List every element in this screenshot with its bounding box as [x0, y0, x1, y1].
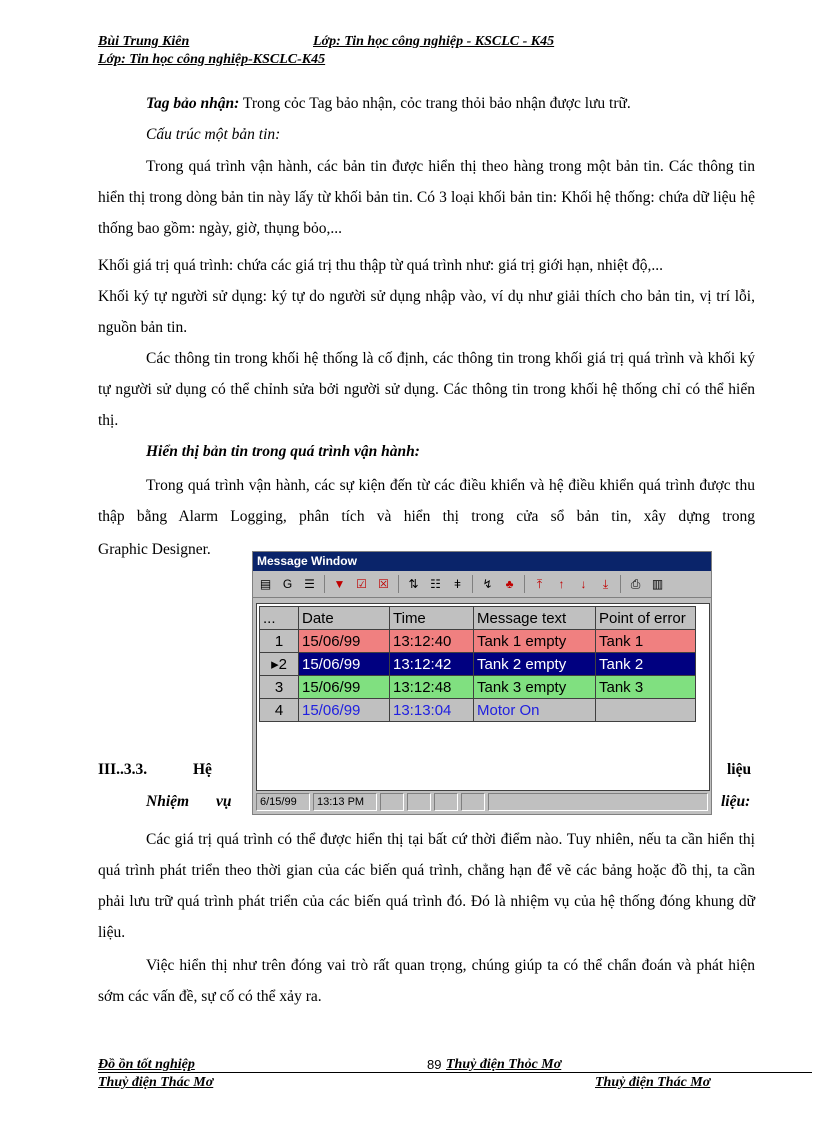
acknowledge-icon[interactable]: ☑ [356, 577, 367, 591]
toolbar-separator [620, 575, 621, 593]
next-icon[interactable]: ↓ [580, 577, 587, 591]
message-grid [256, 603, 710, 791]
status-pane [434, 793, 458, 811]
section-title-start: Hệ [193, 761, 212, 778]
paragraph-diagnosis: Việc hiển thị như trên đóng vai trò rất quan trọng, chúng giúp ta có thể chẩn đoán và phát hiện sớm các vấn đề, sự cố có thể xảy ra. [98, 957, 755, 1005]
toolbar-separator [324, 575, 325, 593]
status-bar [256, 793, 708, 811]
task-heading-word: vụ [216, 793, 232, 810]
cell-date: 15/06/99 [299, 630, 390, 653]
footer-thesis: Đồ ồn tốt nghiệp [98, 1057, 195, 1072]
cell-message: Tank 1 empty [474, 630, 596, 653]
message-window-toolbar [253, 571, 711, 598]
cell-date: 15/06/99 [299, 676, 390, 699]
status-pane [461, 793, 485, 811]
list-icon[interactable]: ☰ [304, 577, 315, 591]
table-row[interactable] [260, 676, 696, 699]
table-row[interactable] [260, 630, 696, 653]
paragraph-runtime: Trong quá trình vận hành, các sự kiện đến từ các điều khiển và hệ điều khiển quá trình được thu thập bằng Alarm Logging, phân tích và hiển thị trong cửa sổ bản tin, xây dựng trong [98, 477, 755, 525]
status-pane [488, 793, 708, 811]
cell-message: Tank 3 empty [474, 676, 596, 699]
footer-project-left: Thuỷ điện Thác Mơ [98, 1075, 214, 1090]
table-header-row [260, 607, 696, 630]
paragraph-structure: Trong quá trình vận hành, các bản tin được hiển thị theo hàng trong một bản tin. Các thông tin hiển thị trong dòng bản tin này lấy từ khối bản tin. Có 3 loại khối bản tin: Khối hệ thống: chứa dữ liệu hệ thống bao gồm: ngày, giờ, thụng bỏo,... [98, 158, 755, 237]
page-number: 89 [427, 1057, 442, 1072]
paragraph-process-block: Khối giá trị quá trình: chứa các giá trị thu thập từ quá trình như: giá trị giới hạn, nhiệt độ,... [98, 257, 664, 274]
class-line-2: Lớp: Tin học công nghiệp-KSCLC-K45 [98, 52, 326, 67]
cell-date: 15/06/99 [299, 699, 390, 722]
table-row-selected[interactable] [260, 653, 696, 676]
toolbar-separator [398, 575, 399, 593]
message-window [252, 551, 712, 815]
column-header-index[interactable]: ... [260, 607, 299, 630]
row-number: 4 [260, 699, 299, 722]
lock-icon[interactable]: ↯ [482, 577, 493, 591]
cell-time: 13:12:48 [390, 676, 474, 699]
tag-term: Tag bảo nhận: [146, 95, 240, 112]
properties-icon[interactable]: ☷ [430, 577, 441, 591]
row-number: 3 [260, 676, 299, 699]
print-icon[interactable]: ⎙ [630, 577, 641, 591]
author-name: Bùi Trung Kiên [98, 34, 190, 49]
column-header-date[interactable]: Date [299, 607, 390, 630]
heading-display: Hiển thị bản tin trong quá trình vận hành: [146, 443, 420, 460]
row-number-text: 2 [278, 656, 287, 673]
status-pane [407, 793, 431, 811]
task-heading-start: Nhiệm [146, 793, 190, 810]
paragraph-fixed-info: Các thông tin trong khối hệ thống là cố định, các thông tin trong khối giá trị quá trình và khối ký tự người sử dụng có thể chỉnh sửa bởi người sử dụng. Các thông tin trong khối hệ thống chỉ có thể hiển thị. [98, 350, 755, 429]
footer-rule [98, 1072, 812, 1073]
column-header-point[interactable]: Point of error [596, 607, 696, 630]
class-line-1: Lớp: Tin học công nghiệp - KSCLC - K45 [313, 34, 555, 49]
status-date: 6/15/99 [256, 793, 310, 811]
paragraph-user-block: Khối ký tự người sử dụng: ký tự do người sử dụng nhập vào, ví dụ như giải thích cho bản tin, vị trí lỗi, nguồn bản tin. [98, 288, 755, 336]
cell-time: 13:13:04 [390, 699, 474, 722]
first-icon[interactable]: ⤒ [536, 577, 543, 591]
footer-project-right: Thuỷ điện Thác Mơ [595, 1075, 711, 1090]
refresh-icon[interactable]: G [282, 577, 293, 591]
status-time: 13:13 PM [313, 793, 377, 811]
cell-point [596, 699, 696, 722]
column-header-time[interactable]: Time [390, 607, 474, 630]
document-icon[interactable]: ▤ [259, 577, 272, 591]
cell-message: Tank 2 empty [474, 653, 596, 676]
sort-icon[interactable]: ⇅ [408, 577, 419, 591]
task-heading-end: liệu: [721, 793, 751, 810]
toolbar-separator [472, 575, 473, 593]
horn-icon[interactable]: ♣ [505, 577, 514, 591]
row-number: ▸2 [260, 653, 299, 676]
message-window-title: Message Window [253, 552, 711, 571]
cell-time: 13:12:40 [390, 630, 474, 653]
column-header-message[interactable]: Message text [474, 607, 596, 630]
message-table [259, 606, 696, 722]
paragraph-runtime-end: Graphic Designer. [98, 541, 211, 558]
report-icon[interactable]: ▥ [651, 577, 664, 591]
tag-text: Trong cỏc Tag bảo nhận, cỏc trang thỏi bảo nhận được lưu trữ. [239, 95, 631, 112]
table-row[interactable] [260, 699, 696, 722]
toolbar-separator [524, 575, 525, 593]
cell-time: 13:12:42 [390, 653, 474, 676]
key-icon[interactable]: ǂ [453, 577, 461, 591]
cell-point: Tank 1 [596, 630, 696, 653]
cell-date: 15/06/99 [299, 653, 390, 676]
paragraph-tag [98, 88, 755, 119]
cell-message: Motor On [474, 699, 596, 722]
status-pane [380, 793, 404, 811]
paragraph-archive: Các giá trị quá trình có thể được hiển thị tại bất cứ thời điểm nào. Tuy nhiên, nếu ta cần hiển thị quá trình phát triển theo thời gian của các biến quá trình, chẳng hạn để vẽ các bảng hoặc đồ thị, ta cần phải lưu trữ quá trình phát triển của các biến quá trình đó. Đó là nhiệm vụ của hệ thống đóng khung dữ liệu. [98, 831, 755, 941]
previous-icon[interactable]: ↑ [558, 577, 565, 591]
row-number: 1 [260, 630, 299, 653]
last-icon[interactable]: ⤓ [602, 577, 609, 591]
filter-icon[interactable]: ▼ [333, 577, 346, 591]
cell-point: Tank 2 [596, 653, 696, 676]
heading-structure: Cấu trúc một bản tin: [146, 126, 281, 143]
section-number: III..3.3. [98, 761, 148, 778]
footer-project-1: Thuỷ điện Thỏc Mơ [446, 1057, 562, 1072]
section-title-end: liệu [727, 761, 752, 778]
acknowledge-all-icon[interactable]: ☒ [378, 577, 389, 591]
cell-point: Tank 3 [596, 676, 696, 699]
